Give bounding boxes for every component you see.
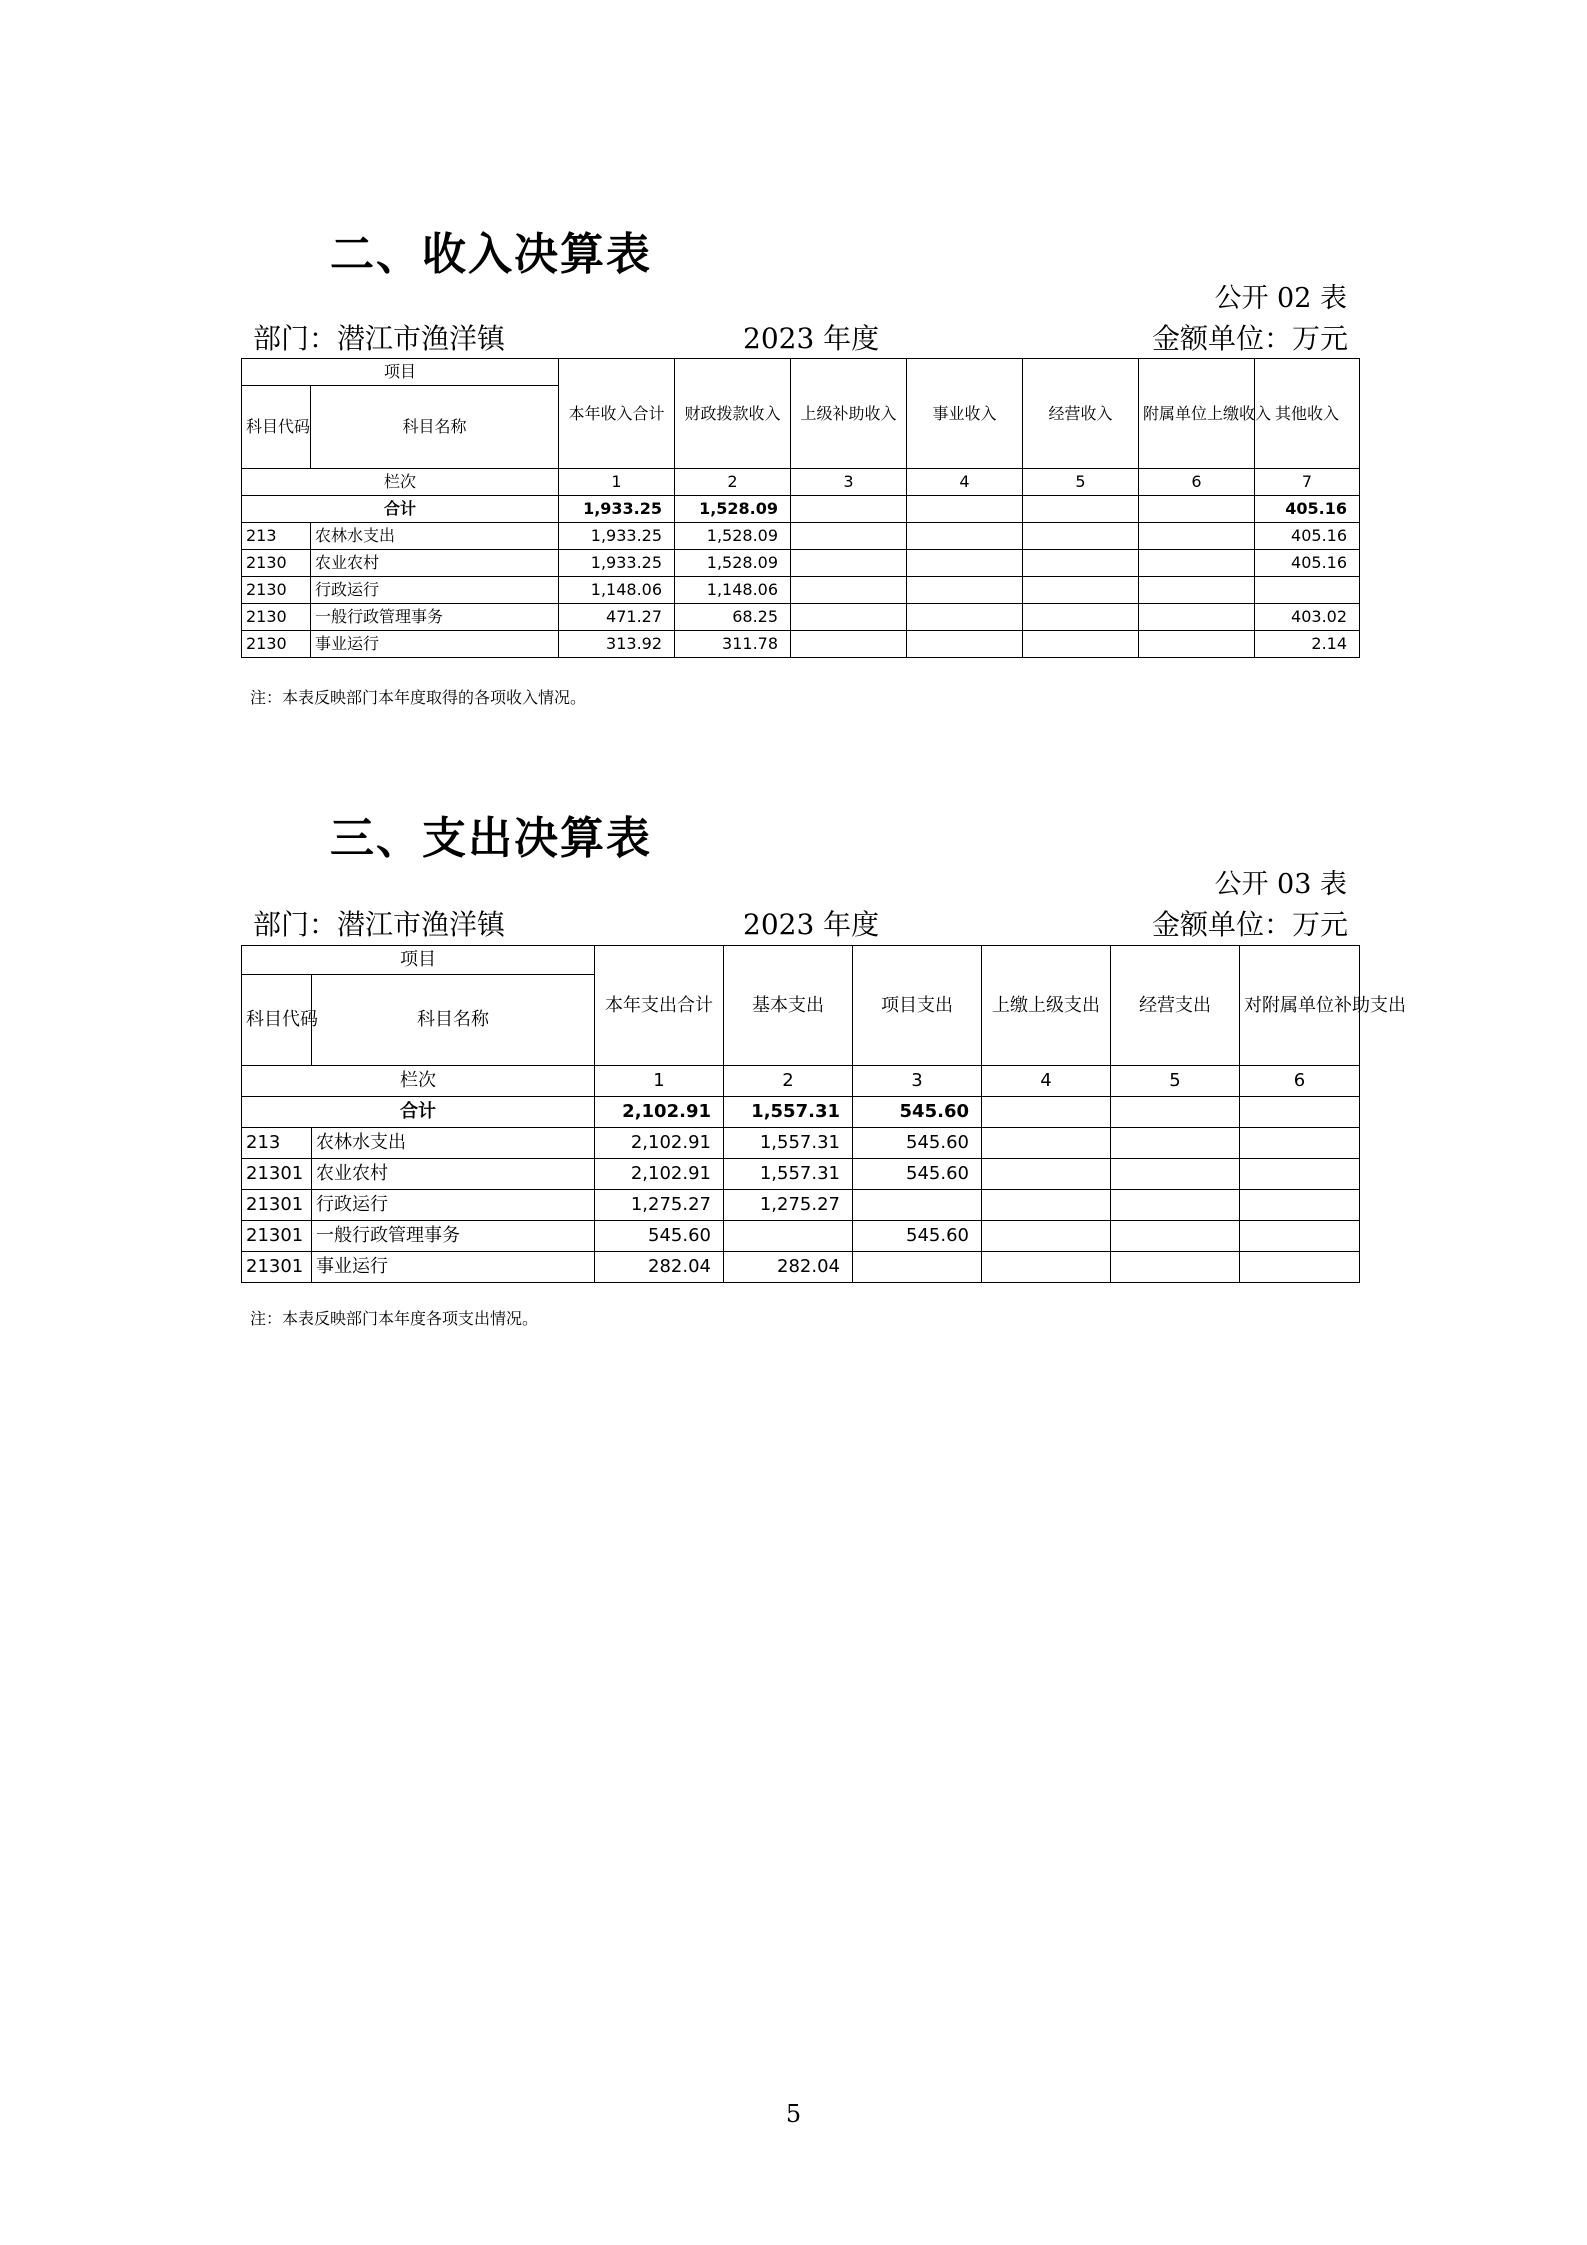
- income-value-cell: [1023, 577, 1139, 604]
- expense-value-cell: [1111, 1128, 1240, 1159]
- income-value-cell: 405.16: [1255, 550, 1360, 577]
- expense-colno: 2: [724, 1066, 853, 1097]
- expense-value-cell: [1240, 1128, 1360, 1159]
- expense-code-cell: 213: [242, 1128, 312, 1159]
- expense-value-cell: [1111, 1159, 1240, 1190]
- expense-total-cell: [982, 1097, 1111, 1128]
- expense-total-cell: 1,557.31: [724, 1097, 853, 1128]
- income-value-cell: [1255, 577, 1360, 604]
- expense-total-cell: 545.60: [853, 1097, 982, 1128]
- expense-form-no: 公开 03 表: [1214, 869, 1347, 900]
- income-value-cell: 1,148.06: [559, 577, 675, 604]
- expense-name-cell: 农业农村: [312, 1159, 595, 1190]
- expense-total-cell: [1111, 1097, 1240, 1128]
- income-value-cell: [1023, 631, 1139, 658]
- income-value-cell: [1023, 550, 1139, 577]
- expense-value-cell: 1,557.31: [724, 1128, 853, 1159]
- income-name-cell: 农业农村: [311, 550, 559, 577]
- expense-value-cell: [1111, 1221, 1240, 1252]
- expense-item-header: 项目: [242, 946, 595, 975]
- income-value-cell: 1,528.09: [675, 523, 791, 550]
- table-row: [242, 577, 1360, 604]
- income-value-cell: 405.16: [1255, 523, 1360, 550]
- expense-name-header: 科目名称: [312, 975, 595, 1066]
- expense-title: 三、支出决算表: [330, 813, 652, 864]
- expense-value-cell: 545.60: [595, 1221, 724, 1252]
- income-total-label: 合计: [242, 496, 559, 523]
- table-row: [242, 523, 1360, 550]
- income-name-header: 科目名称: [311, 386, 559, 469]
- expense-colno: 5: [1111, 1066, 1240, 1097]
- expense-total-cell: 2,102.91: [595, 1097, 724, 1128]
- expense-total-row: [242, 1097, 1360, 1128]
- income-value-cell: 2.14: [1255, 631, 1360, 658]
- table-row: [242, 631, 1360, 658]
- expense-colno: 4: [982, 1066, 1111, 1097]
- income-col-header: 经营收入: [1023, 359, 1139, 469]
- expense-value-cell: 1,275.27: [724, 1190, 853, 1221]
- expense-value-cell: [1240, 1190, 1360, 1221]
- income-code-cell: 213: [242, 523, 311, 550]
- expense-value-cell: 282.04: [595, 1252, 724, 1283]
- expense-value-cell: [1111, 1252, 1240, 1283]
- income-total-cell: [1139, 496, 1255, 523]
- income-name-cell: 事业运行: [311, 631, 559, 658]
- income-value-cell: [1139, 604, 1255, 631]
- expense-colno: 3: [853, 1066, 982, 1097]
- expense-value-cell: [982, 1252, 1111, 1283]
- income-colno-label: 栏次: [242, 469, 559, 496]
- expense-dept: 部门：潜江市渔洋镇: [253, 908, 506, 941]
- expense-value-cell: 545.60: [853, 1221, 982, 1252]
- income-colno-row: [242, 469, 1360, 496]
- expense-name-cell: 农林水支出: [312, 1128, 595, 1159]
- table-row: [242, 550, 1360, 577]
- expense-value-cell: 1,275.27: [595, 1190, 724, 1221]
- income-item-header: 项目: [242, 359, 559, 386]
- expense-name-cell: 行政运行: [312, 1190, 595, 1221]
- expense-value-cell: [853, 1252, 982, 1283]
- income-code-header: 科目代码: [242, 386, 311, 469]
- income-value-cell: [907, 604, 1023, 631]
- expense-value-cell: [982, 1159, 1111, 1190]
- expense-code-header: 科目代码: [242, 975, 312, 1066]
- expense-value-cell: [1240, 1252, 1360, 1283]
- income-value-cell: 1,933.25: [559, 523, 675, 550]
- income-value-cell: 1,933.25: [559, 550, 675, 577]
- income-code-cell: 2130: [242, 604, 311, 631]
- income-header-row: [242, 359, 1360, 386]
- income-value-cell: 311.78: [675, 631, 791, 658]
- expense-colno-label: 栏次: [242, 1066, 595, 1097]
- income-col-header: 事业收入: [907, 359, 1023, 469]
- page-number: 5: [785, 2100, 802, 2128]
- expense-note: 注：本表反映部门本年度各项支出情况。: [250, 1309, 539, 1328]
- expense-value-cell: [1240, 1159, 1360, 1190]
- table-row: [242, 1128, 1360, 1159]
- expense-value-cell: 1,557.31: [724, 1159, 853, 1190]
- expense-value-cell: [724, 1221, 853, 1252]
- income-code-cell: 2130: [242, 550, 311, 577]
- income-colno: 7: [1255, 469, 1360, 496]
- income-value-cell: [907, 523, 1023, 550]
- expense-code-cell: 21301: [242, 1159, 312, 1190]
- expense-value-cell: 282.04: [724, 1252, 853, 1283]
- expense-value-cell: [982, 1190, 1111, 1221]
- income-total-cell: [1023, 496, 1139, 523]
- income-col-header: 财政拨款收入: [675, 359, 791, 469]
- expense-unit: 金额单位：万元: [1151, 908, 1348, 941]
- income-total-cell: 1,528.09: [675, 496, 791, 523]
- income-colno: 6: [1139, 469, 1255, 496]
- expense-value-cell: [1240, 1221, 1360, 1252]
- income-colno: 5: [1023, 469, 1139, 496]
- expense-value-cell: [982, 1128, 1111, 1159]
- income-value-cell: [791, 604, 907, 631]
- expense-total-cell: [1240, 1097, 1360, 1128]
- income-col-header: 上级补助收入: [791, 359, 907, 469]
- income-title: 二、收入决算表: [330, 229, 652, 280]
- expense-colno-row: [242, 1066, 1360, 1097]
- income-table: [241, 358, 1360, 658]
- income-note: 注：本表反映部门本年度取得的各项收入情况。: [250, 688, 587, 707]
- expense-col-header: 基本支出: [724, 946, 853, 1066]
- expense-col-header: 对附属单位补助支出: [1240, 946, 1360, 1066]
- income-colno: 3: [791, 469, 907, 496]
- income-value-cell: 1,148.06: [675, 577, 791, 604]
- income-colno: 1: [559, 469, 675, 496]
- income-colno: 4: [907, 469, 1023, 496]
- expense-colno: 6: [1240, 1066, 1360, 1097]
- expense-value-cell: 2,102.91: [595, 1159, 724, 1190]
- income-value-cell: [907, 550, 1023, 577]
- expense-col-header: 项目支出: [853, 946, 982, 1066]
- income-value-cell: 471.27: [559, 604, 675, 631]
- income-value-cell: [1139, 577, 1255, 604]
- income-value-cell: [791, 631, 907, 658]
- income-form-no: 公开 02 表: [1214, 283, 1347, 314]
- table-row: [242, 1221, 1360, 1252]
- expense-total-label: 合计: [242, 1097, 595, 1128]
- income-colno: 2: [675, 469, 791, 496]
- income-value-cell: 68.25: [675, 604, 791, 631]
- income-code-cell: 2130: [242, 577, 311, 604]
- income-col-header: 本年收入合计: [559, 359, 675, 469]
- expense-value-cell: 2,102.91: [595, 1128, 724, 1159]
- income-name-cell: 农林水支出: [311, 523, 559, 550]
- table-row: [242, 604, 1360, 631]
- expense-value-cell: [982, 1221, 1111, 1252]
- table-row: [242, 1190, 1360, 1221]
- expense-name-cell: 一般行政管理事务: [312, 1221, 595, 1252]
- income-name-cell: 行政运行: [311, 577, 559, 604]
- income-value-cell: [1023, 604, 1139, 631]
- expense-value-cell: 545.60: [853, 1128, 982, 1159]
- expense-table: [241, 945, 1406, 1283]
- income-total-cell: [791, 496, 907, 523]
- expense-code-cell: 21301: [242, 1190, 312, 1221]
- expense-header-row: [242, 946, 1360, 975]
- income-name-cell: 一般行政管理事务: [311, 604, 559, 631]
- income-value-cell: [1139, 631, 1255, 658]
- income-dept: 部门：潜江市渔洋镇: [253, 322, 506, 355]
- income-total-cell: 1,933.25: [559, 496, 675, 523]
- income-total-row: [242, 496, 1360, 523]
- expense-value-cell: [853, 1190, 982, 1221]
- income-value-cell: [1139, 550, 1255, 577]
- expense-code-cell: 21301: [242, 1252, 312, 1283]
- income-unit: 金额单位：万元: [1151, 322, 1348, 355]
- expense-year: 2023 年度: [743, 908, 880, 941]
- income-value-cell: [907, 577, 1023, 604]
- expense-col-header: 上缴上级支出: [982, 946, 1111, 1066]
- expense-value-cell: [1111, 1190, 1240, 1221]
- income-value-cell: [907, 631, 1023, 658]
- income-total-cell: 405.16: [1255, 496, 1360, 523]
- income-col-header: 其他收入: [1255, 359, 1360, 469]
- expense-code-cell: 21301: [242, 1221, 312, 1252]
- income-value-cell: [791, 550, 907, 577]
- table-row: [242, 1252, 1360, 1283]
- expense-col-header: 本年支出合计: [595, 946, 724, 1066]
- income-value-cell: 1,528.09: [675, 550, 791, 577]
- income-value-cell: 403.02: [1255, 604, 1360, 631]
- income-value-cell: [791, 523, 907, 550]
- income-code-cell: 2130: [242, 631, 311, 658]
- expense-col-header: 经营支出: [1111, 946, 1240, 1066]
- income-value-cell: [1023, 523, 1139, 550]
- income-value-cell: [791, 577, 907, 604]
- expense-colno: 1: [595, 1066, 724, 1097]
- income-year: 2023 年度: [743, 322, 880, 355]
- income-value-cell: [1139, 523, 1255, 550]
- table-row: [242, 1159, 1360, 1190]
- expense-name-cell: 事业运行: [312, 1252, 595, 1283]
- income-total-cell: [907, 496, 1023, 523]
- expense-value-cell: 545.60: [853, 1159, 982, 1190]
- income-col-header: 附属单位上缴收入: [1139, 359, 1255, 469]
- income-value-cell: 313.92: [559, 631, 675, 658]
